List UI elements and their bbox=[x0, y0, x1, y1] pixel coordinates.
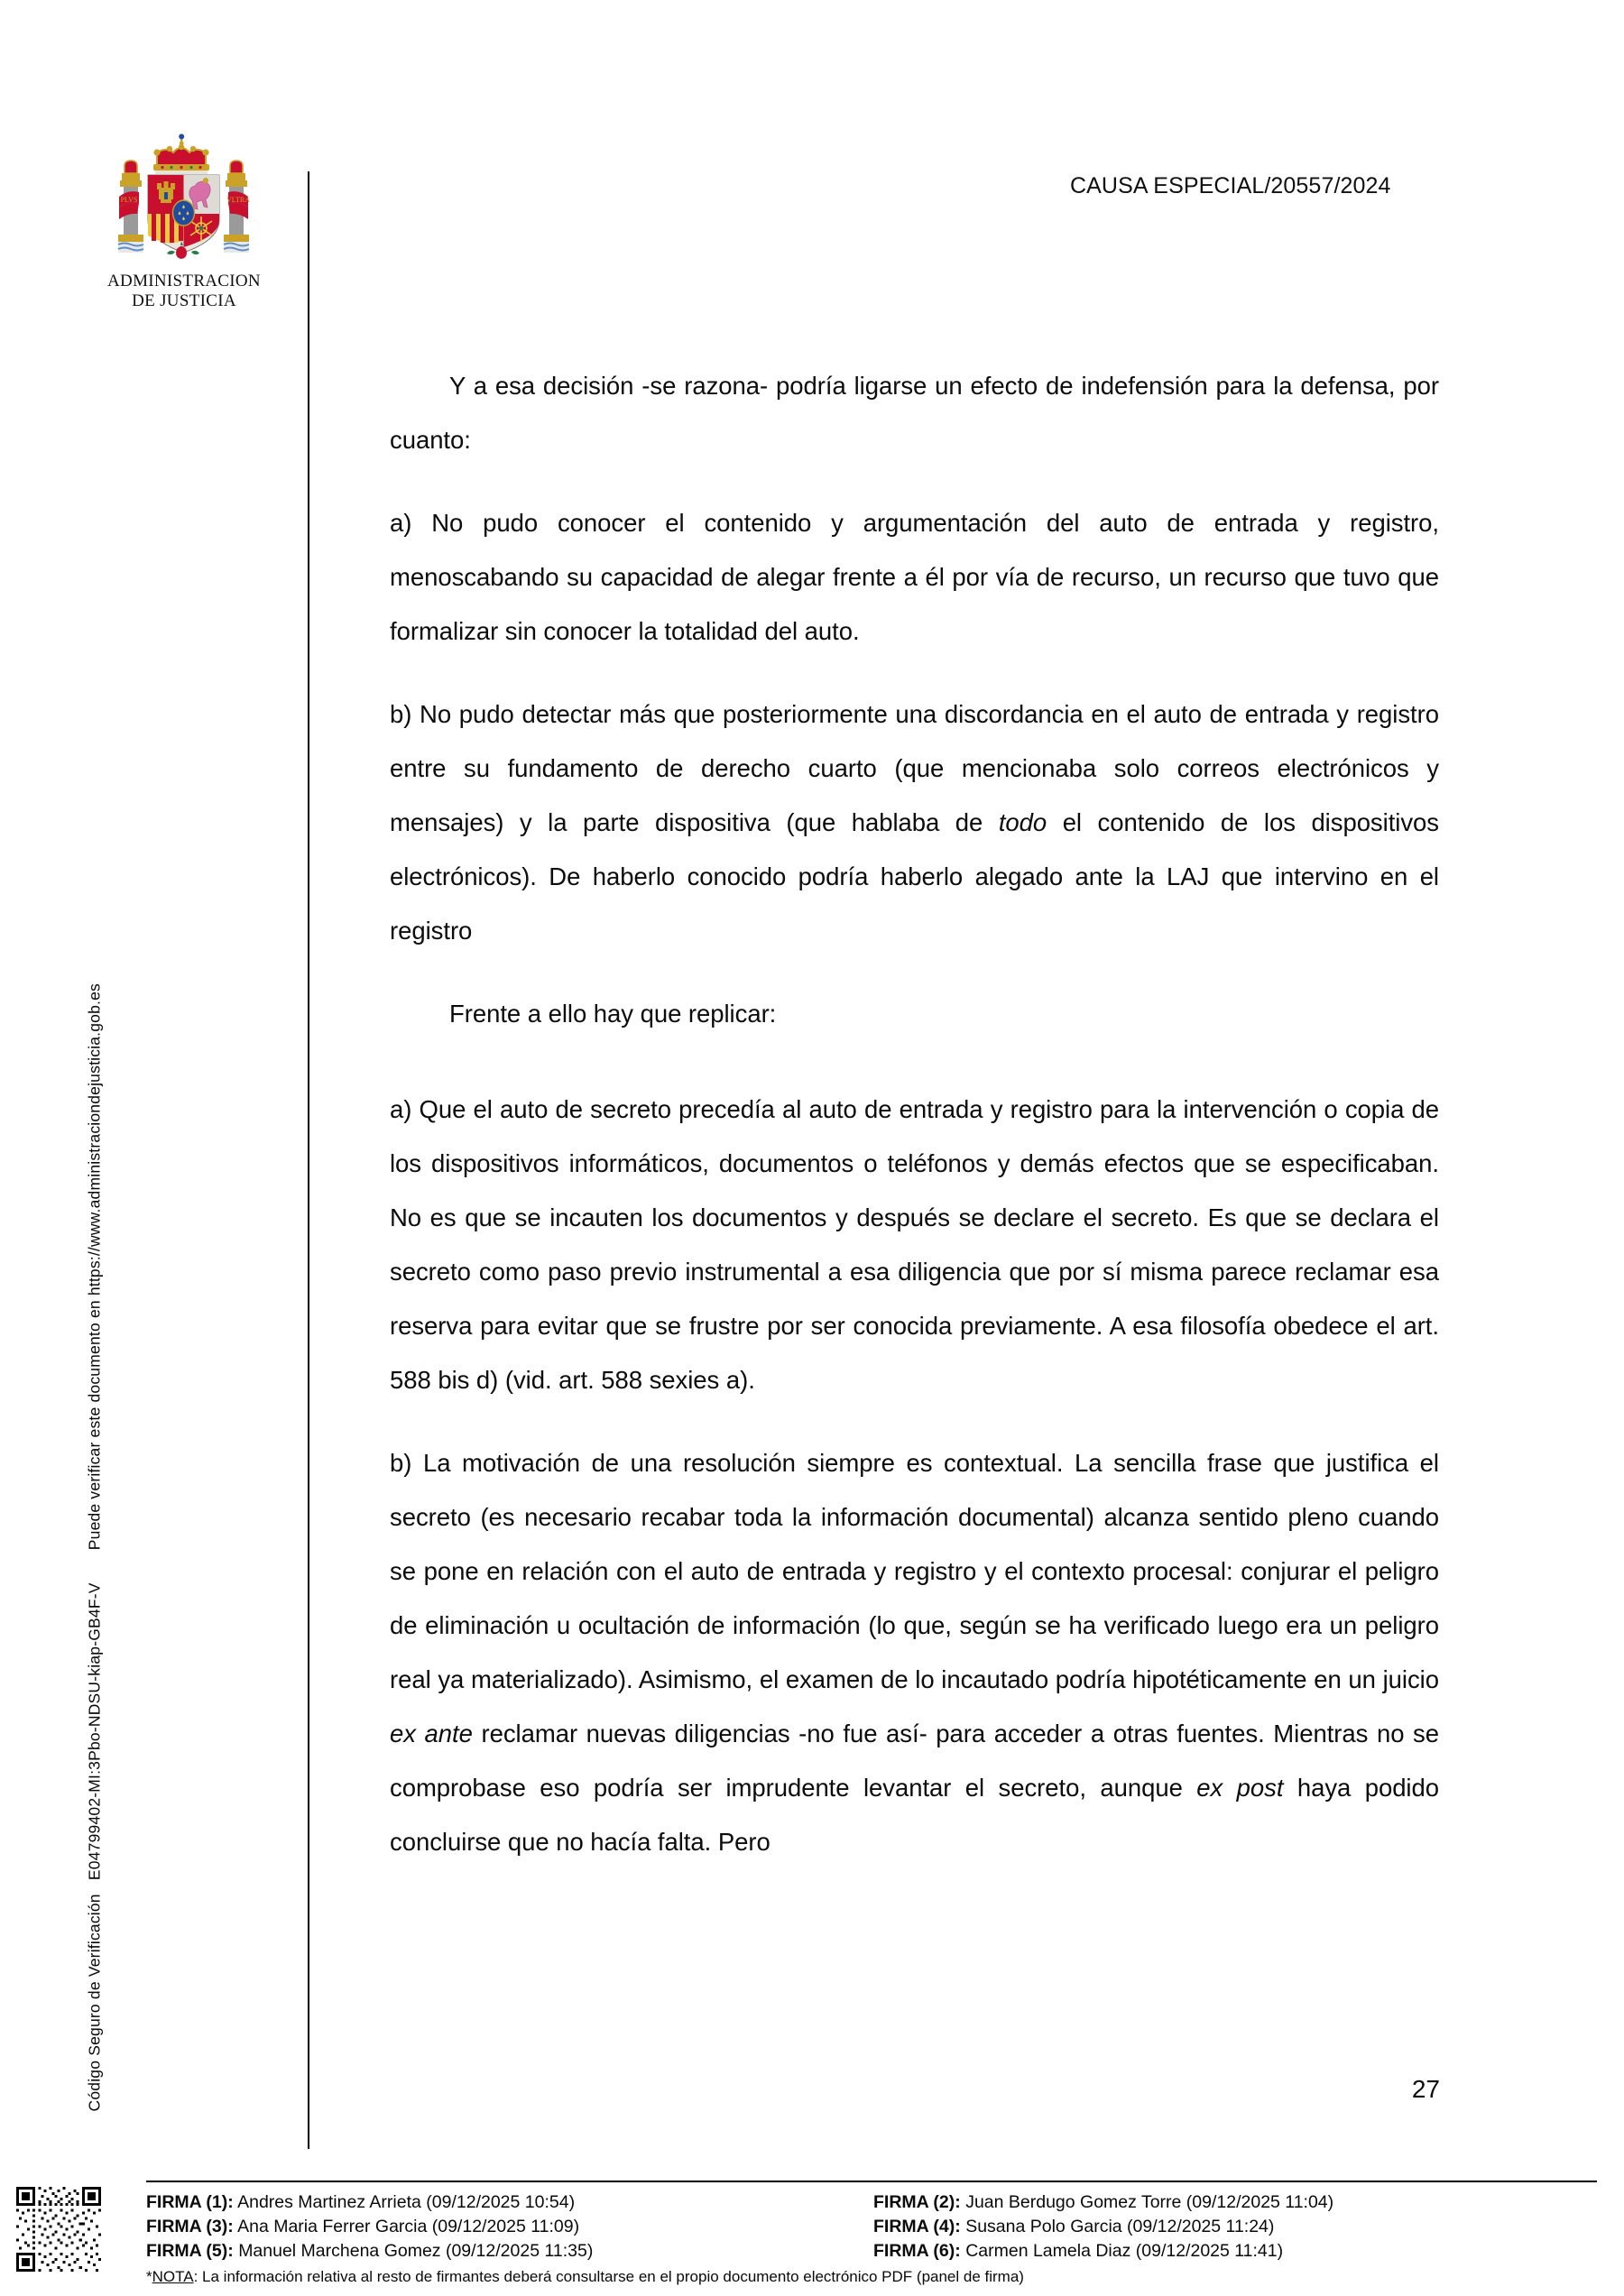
csv-code: E04799402-MI:3Pbo-NDSU-kiap-GB4F-V bbox=[85, 1582, 104, 1881]
paragraph-b-reply-text2: reclamar nuevas diligencias -no fue así- para acceder a otras fuentes. Mientras no se comprobase eso podría ser imprudente levantar el secreto, aunque bbox=[390, 1720, 1439, 1802]
signature-2 bbox=[873, 2190, 1601, 2215]
footer-note-text: : La información relativa al resto de firmantes deberá consultarse en el propio documento electrónico PDF (panel de firma) bbox=[193, 2268, 1024, 2285]
signature-4-value: Susana Polo Garcia (09/12/2025 11:24) bbox=[965, 2217, 1275, 2236]
signature-row bbox=[146, 2239, 1601, 2264]
signature-6 bbox=[873, 2239, 1601, 2264]
paragraph-b-reply-text3: haya podido concluirse que no hacía falta. Pero bbox=[390, 1774, 1439, 1856]
paragraph-b-emphasis-todo: todo bbox=[998, 808, 1047, 836]
csv-label: Código Seguro de Verificación bbox=[85, 1894, 104, 2112]
footer-note-keyword: NOTA bbox=[152, 2268, 194, 2285]
signature-5-value: Manuel Marchena Gomez (09/12/2025 11:35) bbox=[238, 2241, 594, 2261]
verification-margin-strip bbox=[0, 0, 104, 2165]
signature-3 bbox=[146, 2215, 873, 2239]
paragraph-b-emphasis-ex-ante: ex ante bbox=[390, 1720, 473, 1747]
signature-1-label: FIRMA (1): bbox=[146, 2192, 234, 2212]
paragraph-b-first-text2: el contenido de los dispositivos electrónicos). De haberlo conocido podría haberlo alegado ante la LAJ que intervino en el registro bbox=[390, 808, 1439, 945]
emblem-caption bbox=[87, 272, 281, 311]
signature-3-label: FIRMA (3): bbox=[146, 2217, 234, 2236]
qr-code-svg bbox=[16, 2187, 101, 2272]
signature-4-label: FIRMA (4): bbox=[873, 2217, 961, 2236]
csv-verify-url-text: Puede verificar este documento en https://www.administraciondejusticia.gob.es bbox=[85, 983, 104, 1551]
signature-row bbox=[146, 2215, 1601, 2239]
signature-row bbox=[146, 2190, 1601, 2215]
signature-5-label: FIRMA (5): bbox=[146, 2241, 234, 2261]
svg-text:VLTRA: VLTRA bbox=[226, 196, 250, 204]
signature-block bbox=[146, 2190, 1601, 2264]
paragraph-b-reply-text1: b) La motivación de una resolución siempre es contextual. La sencilla frase que justifica el secreto (es necesario recabar toda la información documental) alcanza sentido pleno cuando se pone en relación con el auto de entrada y registro y el contexto procesal: conjurar el peligro de eliminación u ocultación de información (lo que, según se ha verificado luego era un peligro real ya materializado). Asimismo, el examen de lo incautado podría hipotéticamente en un juicio bbox=[390, 1449, 1439, 1693]
qr-code-icon bbox=[16, 2187, 101, 2272]
signature-2-label: FIRMA (2): bbox=[873, 2192, 961, 2212]
signature-2-value: Juan Berdugo Gomez Torre (09/12/2025 11:04) bbox=[965, 2192, 1334, 2212]
paragraph-b-reply bbox=[390, 1436, 1439, 1869]
footer-divider bbox=[146, 2181, 1597, 2182]
paragraph-b-emphasis-ex-post: ex post bbox=[1196, 1774, 1284, 1802]
signature-1-value: Andres Martinez Arrieta (09/12/2025 10:54) bbox=[237, 2192, 576, 2212]
paragraph-a-reply: a) Que el auto de secreto precedía al auto de entrada y registro para la intervención o copia de los dispositivos informáticos, documentos o teléfonos y demás efectos que se especificaban. No es que se incauten los documentos y después se declare el secreto. Es que se declara el secreto como paso previo instrumental a esa diligencia que por sí misma parece reclamar esa reserva para evitar que se frustre por ser conocida previamente. A esa filosofía obedece el art. 588 bis d) (vid. art. 588 sexies a). bbox=[390, 1095, 1439, 1394]
coat-of-arms-icon bbox=[101, 134, 267, 269]
spain-coat-of-arms-block bbox=[87, 134, 281, 311]
csv-margin-text bbox=[86, 100, 105, 2112]
paragraph-frente-a-ello: Frente a ello hay que replicar: bbox=[449, 1000, 777, 1028]
signature-1 bbox=[146, 2190, 873, 2215]
signature-5 bbox=[146, 2239, 873, 2264]
svg-text:PLVS: PLVS bbox=[120, 196, 138, 204]
emblem-caption-line2: DE JUSTICIA bbox=[132, 291, 236, 311]
signature-3-value: Ana Maria Ferrer Garcia (09/12/2025 11:09) bbox=[237, 2217, 580, 2236]
signature-6-value: Carmen Lamela Diaz (09/12/2025 11:41) bbox=[965, 2241, 1284, 2261]
paragraph-b-first bbox=[390, 687, 1439, 958]
paragraph-a-first: a) No pudo conocer el contenido y argumentación del auto de entrada y registro, menoscabando su capacidad de alegar frente a él por vía de recurso, un recurso que tuvo que formalizar sin conocer la totalidad del auto. bbox=[390, 509, 1439, 645]
document-body bbox=[390, 359, 1439, 1898]
footer-note-star: * bbox=[146, 2268, 152, 2285]
page-number: 27 bbox=[1411, 2075, 1440, 2103]
emblem-caption-line1: ADMINISTRACION bbox=[107, 272, 261, 290]
signature-4 bbox=[873, 2215, 1601, 2239]
footer-note bbox=[146, 2267, 1024, 2287]
paragraph-intro: Y a esa decisión -se razona- podría ligarse un efecto de indefensión para la defensa, por cuanto: bbox=[390, 372, 1439, 454]
signature-6-label: FIRMA (6): bbox=[873, 2241, 961, 2261]
paragraph-b-first-text1: b) No pudo detectar más que posteriormente una discordancia en el auto de entrada y registro entre su fundamento de derecho cuarto (que mencionaba solo correos electrónicos y mensajes) y la parte dispositiva (que hablaba de bbox=[390, 700, 1439, 836]
margin-divider bbox=[308, 171, 309, 2149]
case-number-header: CAUSA ESPECIAL/20557/2024 bbox=[1070, 173, 1391, 198]
